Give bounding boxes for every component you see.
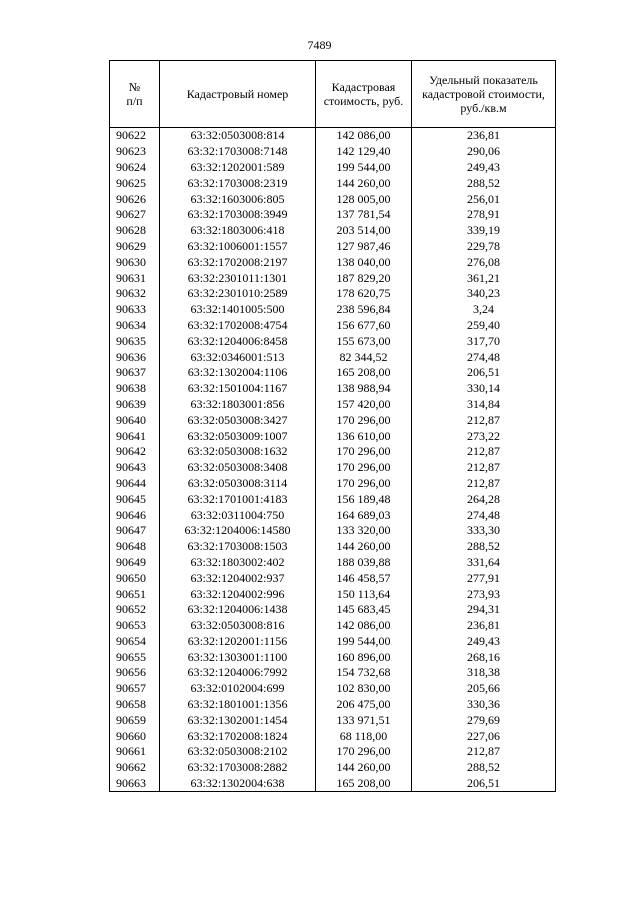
table-row xyxy=(110,318,556,334)
header-row-number: № п/п xyxy=(110,61,160,128)
specific-value-cell: 3,24 xyxy=(412,302,556,318)
table-row xyxy=(110,207,556,223)
cadastral-number-cell: 63:32:1303001:1100 xyxy=(160,649,316,665)
cadastral-value-cell: 155 673,00 xyxy=(316,333,412,349)
table-row xyxy=(110,491,556,507)
table-row xyxy=(110,570,556,586)
cadastral-value-cell: 144 260,00 xyxy=(316,539,412,555)
specific-value-cell: 212,87 xyxy=(412,412,556,428)
cadastral-value-cell: 238 596,84 xyxy=(316,302,412,318)
cadastral-number-cell: 63:32:1202001:589 xyxy=(160,160,316,176)
specific-value-cell: 330,14 xyxy=(412,381,556,397)
specific-value-cell: 340,23 xyxy=(412,286,556,302)
cadastral-value-cell: 199 544,00 xyxy=(316,160,412,176)
row-number-cell: 90634 xyxy=(110,318,160,334)
row-number-cell: 90663 xyxy=(110,776,160,792)
cadastral-number-cell: 63:32:2301011:1301 xyxy=(160,270,316,286)
table-header-row xyxy=(110,61,556,128)
row-number-cell: 90660 xyxy=(110,728,160,744)
cadastral-value-cell: 150 113,64 xyxy=(316,586,412,602)
specific-value-cell: 273,22 xyxy=(412,428,556,444)
row-number-cell: 90642 xyxy=(110,444,160,460)
row-number-cell: 90623 xyxy=(110,144,160,160)
cadastral-number-cell: 63:32:2301010:2589 xyxy=(160,286,316,302)
specific-value-cell: 274,48 xyxy=(412,349,556,365)
row-number-cell: 90624 xyxy=(110,160,160,176)
table-row xyxy=(110,365,556,381)
table-row xyxy=(110,428,556,444)
cadastral-number-cell: 63:32:0503008:1632 xyxy=(160,444,316,460)
table-row xyxy=(110,144,556,160)
specific-value-cell: 330,36 xyxy=(412,697,556,713)
row-number-cell: 90633 xyxy=(110,302,160,318)
cadastral-value-cell: 203 514,00 xyxy=(316,223,412,239)
row-number-cell: 90662 xyxy=(110,760,160,776)
cadastral-value-cell: 128 005,00 xyxy=(316,191,412,207)
cadastral-value-cell: 133 320,00 xyxy=(316,523,412,539)
cadastral-table xyxy=(109,60,556,792)
table-row xyxy=(110,175,556,191)
cadastral-number-cell: 63:32:0503008:3427 xyxy=(160,412,316,428)
cadastral-number-cell: 63:32:0503008:3114 xyxy=(160,476,316,492)
row-number-cell: 90631 xyxy=(110,270,160,286)
cadastral-number-cell: 63:32:0503008:814 xyxy=(160,128,316,144)
specific-value-cell: 288,52 xyxy=(412,760,556,776)
specific-value-cell: 205,66 xyxy=(412,681,556,697)
row-number-cell: 90641 xyxy=(110,428,160,444)
table-row xyxy=(110,349,556,365)
cadastral-value-cell: 170 296,00 xyxy=(316,476,412,492)
cadastral-value-cell: 187 829,20 xyxy=(316,270,412,286)
cadastral-value-cell: 156 677,60 xyxy=(316,318,412,334)
table-row xyxy=(110,697,556,713)
row-number-cell: 90655 xyxy=(110,649,160,665)
cadastral-value-cell: 170 296,00 xyxy=(316,744,412,760)
table-row xyxy=(110,728,556,744)
cadastral-value-cell: 144 260,00 xyxy=(316,175,412,191)
row-number-cell: 90652 xyxy=(110,602,160,618)
table-row xyxy=(110,381,556,397)
row-number-cell: 90637 xyxy=(110,365,160,381)
specific-value-cell: 264,28 xyxy=(412,491,556,507)
specific-value-cell: 227,06 xyxy=(412,728,556,744)
cadastral-value-cell: 102 830,00 xyxy=(316,681,412,697)
cadastral-number-cell: 63:32:1302004:638 xyxy=(160,776,316,792)
cadastral-number-cell: 63:32:1803001:856 xyxy=(160,397,316,413)
row-number-cell: 90635 xyxy=(110,333,160,349)
row-number-cell: 90661 xyxy=(110,744,160,760)
table-row xyxy=(110,191,556,207)
cadastral-number-cell: 63:32:1501004:1167 xyxy=(160,381,316,397)
table-row xyxy=(110,128,556,144)
cadastral-number-cell: 63:32:1204006:8458 xyxy=(160,333,316,349)
row-number-cell: 90650 xyxy=(110,570,160,586)
specific-value-cell: 212,87 xyxy=(412,476,556,492)
table-row xyxy=(110,254,556,270)
cadastral-value-cell: 188 039,88 xyxy=(316,555,412,571)
header-cadastral-number: Кадастровый номер xyxy=(160,61,316,128)
specific-value-cell: 212,87 xyxy=(412,444,556,460)
table-body xyxy=(110,128,556,792)
row-number-cell: 90630 xyxy=(110,254,160,270)
specific-value-cell: 333,30 xyxy=(412,523,556,539)
table-row xyxy=(110,760,556,776)
cadastral-value-cell: 146 458,57 xyxy=(316,570,412,586)
row-number-cell: 90622 xyxy=(110,128,160,144)
cadastral-number-cell: 63:32:1703008:2882 xyxy=(160,760,316,776)
row-number-cell: 90625 xyxy=(110,175,160,191)
table-row xyxy=(110,444,556,460)
cadastral-number-cell: 63:32:0346001:513 xyxy=(160,349,316,365)
row-number-cell: 90658 xyxy=(110,697,160,713)
cadastral-value-cell: 156 189,48 xyxy=(316,491,412,507)
cadastral-value-cell: 142 086,00 xyxy=(316,618,412,634)
row-number-cell: 90639 xyxy=(110,397,160,413)
cadastral-value-cell: 170 296,00 xyxy=(316,412,412,428)
table-row xyxy=(110,223,556,239)
cadastral-number-cell: 63:32:1703008:1503 xyxy=(160,539,316,555)
row-number-cell: 90638 xyxy=(110,381,160,397)
specific-value-cell: 317,70 xyxy=(412,333,556,349)
cadastral-number-cell: 63:32:0503008:816 xyxy=(160,618,316,634)
specific-value-cell: 268,16 xyxy=(412,649,556,665)
cadastral-value-cell: 160 896,00 xyxy=(316,649,412,665)
specific-value-cell: 273,93 xyxy=(412,586,556,602)
row-number-cell: 90647 xyxy=(110,523,160,539)
row-number-cell: 90653 xyxy=(110,618,160,634)
specific-value-cell: 236,81 xyxy=(412,128,556,144)
row-number-cell: 90649 xyxy=(110,555,160,571)
table-row xyxy=(110,586,556,602)
cadastral-value-cell: 137 781,54 xyxy=(316,207,412,223)
cadastral-number-cell: 63:32:1302004:1106 xyxy=(160,365,316,381)
specific-value-cell: 288,52 xyxy=(412,175,556,191)
table-row xyxy=(110,649,556,665)
cadastral-value-cell: 68 118,00 xyxy=(316,728,412,744)
specific-value-cell: 212,87 xyxy=(412,460,556,476)
cadastral-number-cell: 63:32:1803002:402 xyxy=(160,555,316,571)
row-number-cell: 90640 xyxy=(110,412,160,428)
specific-value-cell: 236,81 xyxy=(412,618,556,634)
cadastral-number-cell: 63:32:1701001:4183 xyxy=(160,491,316,507)
row-number-cell: 90657 xyxy=(110,681,160,697)
cadastral-value-cell: 127 987,46 xyxy=(316,239,412,255)
header-specific-value: Удельный показатель кадастровой стоимости, руб./кв.м xyxy=(412,61,556,128)
specific-value-cell: 314,84 xyxy=(412,397,556,413)
table-row xyxy=(110,397,556,413)
row-number-cell: 90636 xyxy=(110,349,160,365)
table-row xyxy=(110,539,556,555)
specific-value-cell: 206,51 xyxy=(412,365,556,381)
cadastral-value-cell: 206 475,00 xyxy=(316,697,412,713)
table-row xyxy=(110,239,556,255)
row-number-cell: 90644 xyxy=(110,476,160,492)
cadastral-number-cell: 63:32:1703008:7148 xyxy=(160,144,316,160)
specific-value-cell: 249,43 xyxy=(412,160,556,176)
table-row xyxy=(110,333,556,349)
cadastral-value-cell: 145 683,45 xyxy=(316,602,412,618)
cadastral-value-cell: 154 732,68 xyxy=(316,665,412,681)
table-row xyxy=(110,618,556,634)
specific-value-cell: 290,06 xyxy=(412,144,556,160)
table-row xyxy=(110,555,556,571)
row-number-cell: 90651 xyxy=(110,586,160,602)
cadastral-value-cell: 136 610,00 xyxy=(316,428,412,444)
cadastral-number-cell: 63:32:0503008:2102 xyxy=(160,744,316,760)
row-number-cell: 90659 xyxy=(110,712,160,728)
specific-value-cell: 276,08 xyxy=(412,254,556,270)
row-number-cell: 90632 xyxy=(110,286,160,302)
cadastral-value-cell: 82 344,52 xyxy=(316,349,412,365)
specific-value-cell: 256,01 xyxy=(412,191,556,207)
header-cadastral-value: Кадастровая стоимость, руб. xyxy=(316,61,412,128)
specific-value-cell: 259,40 xyxy=(412,318,556,334)
specific-value-cell: 361,21 xyxy=(412,270,556,286)
table-row xyxy=(110,744,556,760)
row-number-cell: 90627 xyxy=(110,207,160,223)
specific-value-cell: 212,87 xyxy=(412,744,556,760)
table-row xyxy=(110,476,556,492)
specific-value-cell: 288,52 xyxy=(412,539,556,555)
cadastral-number-cell: 63:32:1204002:996 xyxy=(160,586,316,602)
specific-value-cell: 249,43 xyxy=(412,634,556,650)
specific-value-cell: 278,91 xyxy=(412,207,556,223)
specific-value-cell: 229,78 xyxy=(412,239,556,255)
table-row xyxy=(110,302,556,318)
cadastral-value-cell: 178 620,75 xyxy=(316,286,412,302)
specific-value-cell: 318,38 xyxy=(412,665,556,681)
cadastral-value-cell: 142 129,40 xyxy=(316,144,412,160)
row-number-cell: 90643 xyxy=(110,460,160,476)
table-row xyxy=(110,160,556,176)
cadastral-number-cell: 63:32:1703008:3949 xyxy=(160,207,316,223)
table-row xyxy=(110,712,556,728)
cadastral-number-cell: 63:32:1702008:2197 xyxy=(160,254,316,270)
specific-value-cell: 339,19 xyxy=(412,223,556,239)
row-number-cell: 90645 xyxy=(110,491,160,507)
specific-value-cell: 206,51 xyxy=(412,776,556,792)
cadastral-number-cell: 63:32:0102004:699 xyxy=(160,681,316,697)
table-row xyxy=(110,270,556,286)
cadastral-value-cell: 138 040,00 xyxy=(316,254,412,270)
cadastral-number-cell: 63:32:0503009:1007 xyxy=(160,428,316,444)
page-number: 7489 xyxy=(307,38,332,52)
cadastral-number-cell: 63:32:1204002:937 xyxy=(160,570,316,586)
cadastral-value-cell: 142 086,00 xyxy=(316,128,412,144)
cadastral-value-cell: 199 544,00 xyxy=(316,634,412,650)
table-row xyxy=(110,776,556,792)
cadastral-number-cell: 63:32:0311004:750 xyxy=(160,507,316,523)
table-row xyxy=(110,412,556,428)
table-row xyxy=(110,507,556,523)
cadastral-value-cell: 165 208,00 xyxy=(316,776,412,792)
cadastral-value-cell: 138 988,94 xyxy=(316,381,412,397)
row-number-cell: 90626 xyxy=(110,191,160,207)
cadastral-value-cell: 170 296,00 xyxy=(316,460,412,476)
cadastral-value-cell: 144 260,00 xyxy=(316,760,412,776)
cadastral-number-cell: 63:32:1204006:7992 xyxy=(160,665,316,681)
table-row xyxy=(110,634,556,650)
table-row xyxy=(110,665,556,681)
row-number-cell: 90646 xyxy=(110,507,160,523)
cadastral-number-cell: 63:32:1302001:1454 xyxy=(160,712,316,728)
row-number-cell: 90648 xyxy=(110,539,160,555)
specific-value-cell: 274,48 xyxy=(412,507,556,523)
row-number-cell: 90629 xyxy=(110,239,160,255)
specific-value-cell: 294,31 xyxy=(412,602,556,618)
specific-value-cell: 331,64 xyxy=(412,555,556,571)
cadastral-number-cell: 63:32:1803006:418 xyxy=(160,223,316,239)
table-row xyxy=(110,523,556,539)
cadastral-value-cell: 164 689,03 xyxy=(316,507,412,523)
cadastral-number-cell: 63:32:1702008:4754 xyxy=(160,318,316,334)
table-row xyxy=(110,286,556,302)
specific-value-cell: 277,91 xyxy=(412,570,556,586)
cadastral-number-cell: 63:32:1603006:805 xyxy=(160,191,316,207)
cadastral-number-cell: 63:32:1401005:500 xyxy=(160,302,316,318)
table-row xyxy=(110,460,556,476)
cadastral-value-cell: 157 420,00 xyxy=(316,397,412,413)
cadastral-number-cell: 63:32:0503008:3408 xyxy=(160,460,316,476)
row-number-cell: 90628 xyxy=(110,223,160,239)
cadastral-number-cell: 63:32:1204006:14580 xyxy=(160,523,316,539)
row-number-cell: 90654 xyxy=(110,634,160,650)
cadastral-value-cell: 170 296,00 xyxy=(316,444,412,460)
cadastral-number-cell: 63:32:1703008:2319 xyxy=(160,175,316,191)
cadastral-number-cell: 63:32:1801001:1356 xyxy=(160,697,316,713)
cadastral-number-cell: 63:32:1006001:1557 xyxy=(160,239,316,255)
table-row xyxy=(110,602,556,618)
cadastral-number-cell: 63:32:1202001:1156 xyxy=(160,634,316,650)
cadastral-value-cell: 133 971,51 xyxy=(316,712,412,728)
cadastral-value-cell: 165 208,00 xyxy=(316,365,412,381)
cadastral-number-cell: 63:32:1702008:1824 xyxy=(160,728,316,744)
specific-value-cell: 279,69 xyxy=(412,712,556,728)
cadastral-number-cell: 63:32:1204006:1438 xyxy=(160,602,316,618)
table-row xyxy=(110,681,556,697)
row-number-cell: 90656 xyxy=(110,665,160,681)
